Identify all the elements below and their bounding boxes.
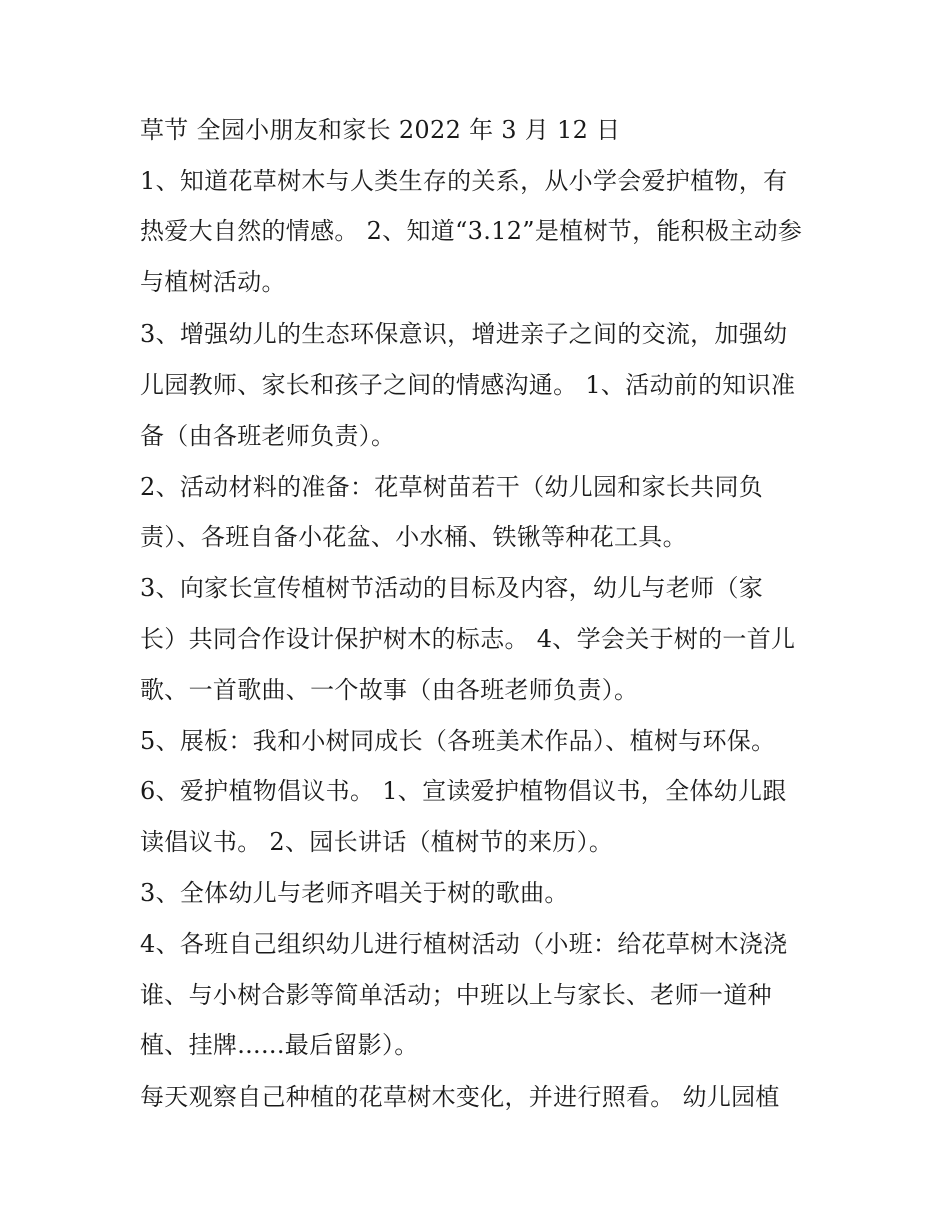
text-line: 1、知道花草树木与人类生存的关系，从小学会爱护植物，有 [140, 167, 788, 195]
text-line: 2、活动材料的准备：花草树苗若干（幼儿园和家长共同负 [140, 473, 764, 501]
text-line: 备（由各班老师负责）。 [140, 422, 396, 450]
text-line: 4、各班自己组织幼儿进行植树活动（小班：给花草树木浇浇 [140, 930, 788, 958]
text-line: 3、全体幼儿与老师齐唱关于树的歌曲。 [140, 879, 569, 907]
text-line: 6、爱护植物倡议书。 1、宣读爱护植物倡议书，全体幼儿跟 [140, 777, 787, 805]
text-line: 3、增强幼儿的生态环保意识，增进亲子之间的交流，加强幼 [140, 320, 788, 348]
text-line: 5、展板：我和小树同成长（各班美术作品）、植树与环保。 [140, 727, 776, 755]
text-line: 热爱大自然的情感。 2、知道“3.12”是植树节，能积极主动参 [140, 217, 803, 245]
text-line: 读倡议书。 2、园长讲话（植树节的来历）。 [140, 828, 614, 856]
text-line: 3、向家长宣传植树节活动的目标及内容，幼儿与老师（家 [140, 574, 764, 602]
header-line: 草节 全园小朋友和家长 2022 年 3 月 12 日 [140, 116, 621, 144]
text-line: 歌、一首歌曲、一个故事（由各班老师负责）。 [140, 676, 639, 704]
text-line: 长）共同合作设计保护树木的标志。 4、学会关于树的一首儿 [140, 625, 796, 653]
text-line: 与植树活动。 [140, 268, 286, 296]
text-line: 责）、各班自备小花盆、小水桶、铁锹等种花工具。 [140, 523, 687, 551]
text-line: 儿园教师、家长和孩子之间的情感沟通。 1、活动前的知识准 [140, 371, 796, 399]
text-line: 植、挂牌......最后留影）。 [140, 1031, 419, 1059]
text-line: 谁、与小树合影等简单活动；中班以上与家长、老师一道种 [140, 981, 772, 1009]
text-line: 每天观察自己种植的花草树木变化，并进行照看。 幼儿园植 [140, 1083, 780, 1111]
